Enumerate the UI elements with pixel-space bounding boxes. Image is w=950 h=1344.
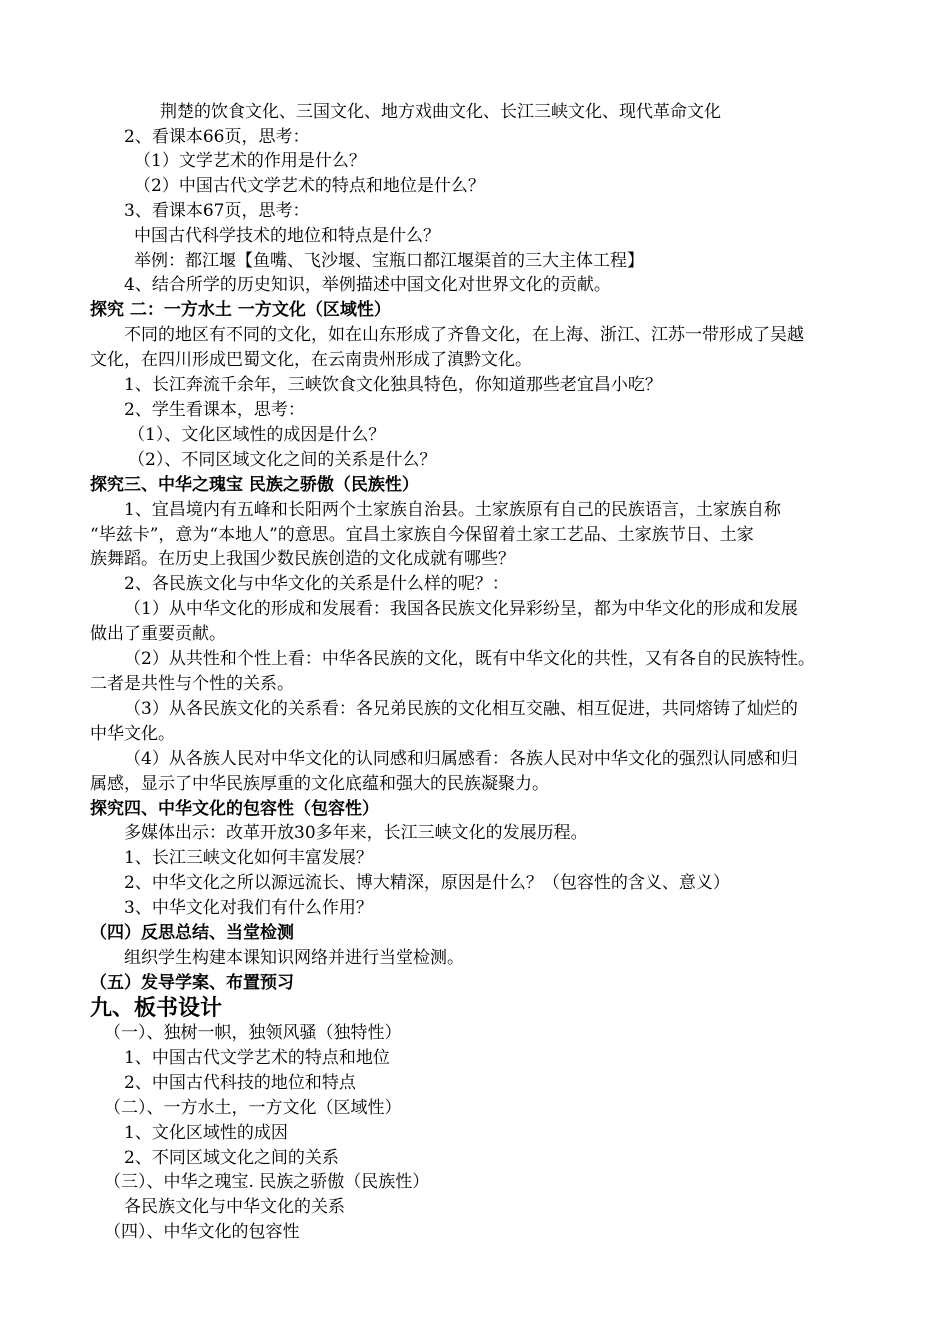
text-line: 1、长江三峡文化如何丰富发展？: [124, 848, 373, 868]
text-line: 3、中华文化对我们有什么作用？: [124, 898, 373, 918]
section-heading: 探究 二：一方水土 一方文化（区域性）: [90, 300, 391, 320]
text-line: 中华文化。: [90, 724, 175, 744]
text-line: （四）、中华文化的包容性: [104, 1222, 300, 1242]
text-line: 做出了重要贡献。: [90, 624, 226, 644]
text-line: （1）从中华文化的形成和发展看：我国各民族文化异彩纷呈，都为中华文化的形成和发展: [124, 599, 798, 619]
text-line: （2）、不同区域文化之间的关系是什么？: [128, 450, 437, 470]
section-heading: （四）反思总结、当堂检测: [90, 923, 294, 943]
text-line: （1）文学艺术的作用是什么？: [134, 151, 366, 171]
text-line: 2、学生看课本，思考：: [124, 400, 305, 420]
text-line: （2）从共性和个性上看：中华各民族的文化，既有中华文化的共性，又有各自的民族特性。: [124, 649, 815, 669]
text-line: （4）从各族人民对中华文化的认同感和归属感看：各族人民对中华文化的强烈认同感和归: [124, 749, 798, 769]
text-line: “毕兹卡”，意为“本地人”的意思。宜昌土家族自今保留着土家工艺品、土家族节日、土家: [90, 525, 754, 545]
section-heading: （五）发导学案、布置预习: [90, 973, 294, 993]
text-line: （三）、中华之瑰宝. 民族之骄傲（民族性）: [104, 1172, 430, 1192]
text-line: （二）、一方水土，一方文化（区域性）: [104, 1098, 402, 1118]
text-line: 中国古代科学技术的地位和特点是什么？: [134, 226, 440, 246]
text-line: 组织学生构建本课知识网络并进行当堂检测。: [124, 948, 464, 968]
text-line: （1）、文化区域性的成因是什么？: [128, 425, 386, 445]
text-line: 1、宜昌境内有五峰和长阳两个土家族自治县。土家族原有自己的民族语言，土家族自称: [124, 500, 781, 520]
text-line: 2、中国古代科技的地位和特点: [124, 1073, 356, 1093]
section-heading: 探究四、中华文化的包容性（包容性）: [90, 799, 379, 819]
text-line: （一）、独树一帜，独领风骚（独特性）: [104, 1023, 402, 1043]
text-line: （2）中国古代文学艺术的特点和地位是什么？: [134, 176, 485, 196]
text-line: 2、中华文化之所以源远流长、博大精深，原因是什么？（包容性的含义、意义）: [124, 873, 730, 893]
text-line: 4、结合所学的历史知识，举例描述中国文化对世界文化的贡献。: [124, 275, 611, 295]
text-line: 1、长江奔流千余年，三峡饮食文化独具特色，你知道那些老宜昌小吃？: [124, 375, 662, 395]
text-line: 属感，显示了中华民族厚重的文化底蕴和强大的民族凝聚力。: [90, 774, 549, 794]
text-line: 1、中国古代文学艺术的特点和地位: [124, 1048, 390, 1068]
text-line: 多媒体出示：改革开放30多年来，长江三峡文化的发展历程。: [124, 823, 588, 843]
text-line: 各民族文化与中华文化的关系: [124, 1197, 345, 1217]
text-line: 2、看课本66页，思考：: [124, 127, 310, 147]
text-line: 族舞蹈。在历史上我国少数民族创造的文化成就有哪些？: [90, 549, 515, 569]
text-line: 2、各民族文化与中华文化的关系是什么样的呢？：: [124, 574, 509, 594]
text-line: 文化，在四川形成巴蜀文化，在云南贵州形成了滇黔文化。: [90, 350, 532, 370]
text-line: 不同的地区有不同的文化，如在山东形成了齐鲁文化，在上海、浙江、江苏一带形成了吴越: [124, 325, 804, 345]
text-line: 二者是共性与个性的关系。: [90, 674, 294, 694]
text-line: 荆楚的饮食文化、三国文化、地方戏曲文化、长江三峡文化、现代革命文化: [160, 102, 721, 122]
section-heading: 探究三、中华之瑰宝 民族之骄傲（民族性）: [90, 475, 419, 495]
text-line: 1、文化区域性的成因: [124, 1123, 288, 1143]
text-line: 3、看课本67页，思考：: [124, 201, 310, 221]
text-line: 举例：都江堰【鱼嘴、飞沙堰、宝瓶口都江堰渠首的三大主体工程】: [134, 251, 644, 271]
text-line: 2、不同区域文化之间的关系: [124, 1148, 339, 1168]
chapter-heading: 九、板书设计: [90, 995, 223, 1021]
text-line: （3）从各民族文化的关系看：各兄弟民族的文化相互交融、相互促进，共同熔铸了灿烂的: [124, 699, 798, 719]
